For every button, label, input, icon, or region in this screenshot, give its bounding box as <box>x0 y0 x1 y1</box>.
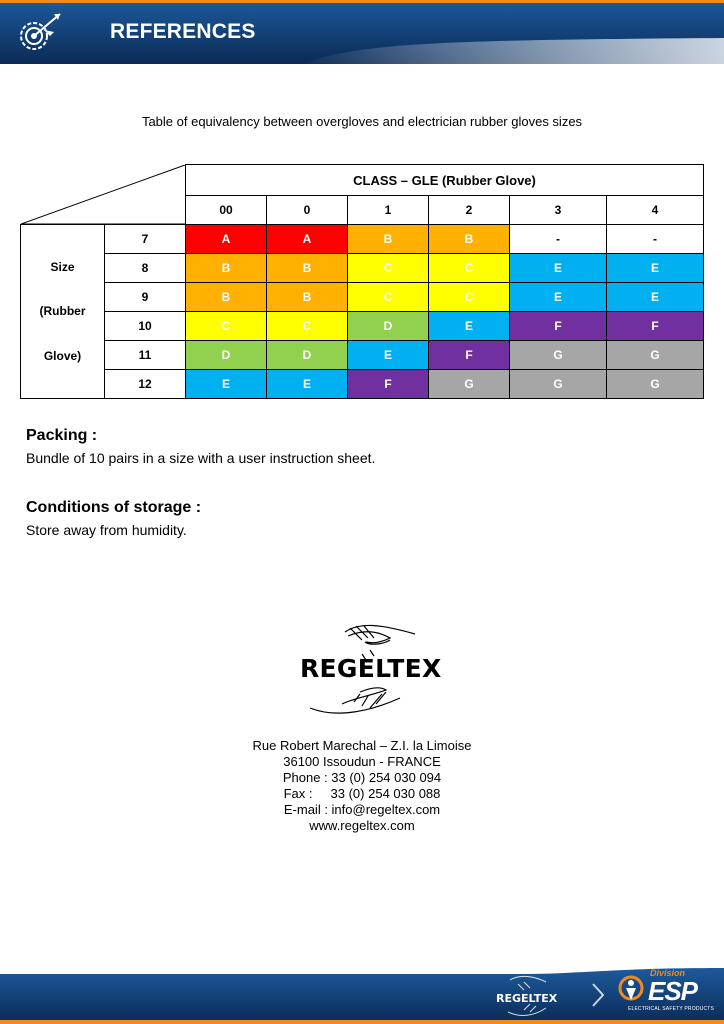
footer-division-label: Division <box>650 968 686 978</box>
table-cell: E <box>186 370 267 399</box>
footer-brand: REGELTEX <box>496 992 558 1005</box>
table-caption: Table of equivalency between overgloves and electrician rubber gloves sizes <box>141 114 583 129</box>
table-cell: E <box>510 283 607 312</box>
website-line: www.regeltex.com <box>309 818 415 833</box>
table-row <box>21 254 704 283</box>
class-col-header: 2 <box>429 196 510 225</box>
company-name: REGELTEX <box>300 654 442 683</box>
table-row <box>21 341 704 370</box>
table-cell: C <box>267 312 348 341</box>
class-col-header: 00 <box>186 196 267 225</box>
size-value: 10 <box>105 312 186 341</box>
diagonal-divider <box>21 165 186 225</box>
table-cell: G <box>429 370 510 399</box>
table-cell: F <box>348 370 429 399</box>
table-cell: G <box>607 370 704 399</box>
size-value: 8 <box>105 254 186 283</box>
size-label-line: Size <box>50 259 75 274</box>
page-title: REFERENCES <box>110 20 256 43</box>
page-footer <box>0 968 724 1024</box>
esp-person-icon <box>617 974 647 1008</box>
storage-title: Conditions of storage : <box>26 499 202 516</box>
table-cell: F <box>510 312 607 341</box>
company-address <box>0 738 724 834</box>
table-cell: F <box>429 341 510 370</box>
size-label-line: (Rubber <box>39 304 86 319</box>
class-header: CLASS – GLE (Rubber Glove) <box>186 165 704 196</box>
target-arrow-icon <box>14 10 68 54</box>
fax-line: Fax : 33 (0) 254 030 088 <box>283 786 441 801</box>
table-cell: G <box>510 341 607 370</box>
table-cell: C <box>429 254 510 283</box>
table-cell: B <box>186 283 267 312</box>
table-row <box>21 312 704 341</box>
phone-line: Phone : 33 (0) 254 030 094 <box>282 770 442 785</box>
table-cell: E <box>267 370 348 399</box>
table-cell: B <box>186 254 267 283</box>
table-cell: C <box>429 283 510 312</box>
table-cell: D <box>267 341 348 370</box>
table-cell: E <box>348 341 429 370</box>
chevron-right-icon <box>590 982 606 1008</box>
table-row <box>21 370 704 399</box>
class-col-header: 1 <box>348 196 429 225</box>
table-cell: C <box>348 254 429 283</box>
email-line: E-mail : info@regeltex.com <box>283 802 441 817</box>
storage-text: Store away from humidity. <box>26 522 187 538</box>
size-value: 9 <box>105 283 186 312</box>
table-cell: G <box>607 341 704 370</box>
address-line: Rue Robert Marechal – Z.I. la Limoise <box>252 738 472 753</box>
footer-division-subtitle: ELECTRICAL SAFETY PRODUCTS <box>628 1006 715 1012</box>
packing-text: Bundle of 10 pairs in a size with a user instruction sheet. <box>26 450 376 466</box>
table-cell: D <box>186 341 267 370</box>
header-banner <box>0 0 724 64</box>
table-corner <box>21 165 186 225</box>
table-cell: E <box>607 283 704 312</box>
table-cell: E <box>510 254 607 283</box>
page-header <box>0 0 724 64</box>
equivalency-table <box>20 164 704 399</box>
table-cell: F <box>607 312 704 341</box>
address-line: 36100 Issoudun - FRANCE <box>283 754 441 769</box>
class-col-header: 4 <box>607 196 704 225</box>
table-row <box>21 283 704 312</box>
table-cell: B <box>267 283 348 312</box>
class-col-header: 3 <box>510 196 607 225</box>
footer-banner <box>0 968 724 1024</box>
packing-title: Packing : <box>26 427 98 444</box>
table-cell: A <box>186 225 267 254</box>
table-cell: - <box>510 225 607 254</box>
table-cell: - <box>607 225 704 254</box>
table-cell: E <box>429 312 510 341</box>
table-cell: G <box>510 370 607 399</box>
table-cell: B <box>429 225 510 254</box>
table-cell: A <box>267 225 348 254</box>
size-label <box>21 225 105 399</box>
table-cell: D <box>348 312 429 341</box>
table-cell: C <box>348 283 429 312</box>
size-value: 7 <box>105 225 186 254</box>
class-col-header: 0 <box>267 196 348 225</box>
size-label-line: Glove) <box>43 348 82 363</box>
size-value: 12 <box>105 370 186 399</box>
table-cell: C <box>186 312 267 341</box>
table-cell: B <box>348 225 429 254</box>
size-value: 11 <box>105 341 186 370</box>
table-cell: B <box>267 254 348 283</box>
footer-division-name: ESP <box>648 976 698 1006</box>
table-row <box>21 225 704 254</box>
table-cell: E <box>607 254 704 283</box>
